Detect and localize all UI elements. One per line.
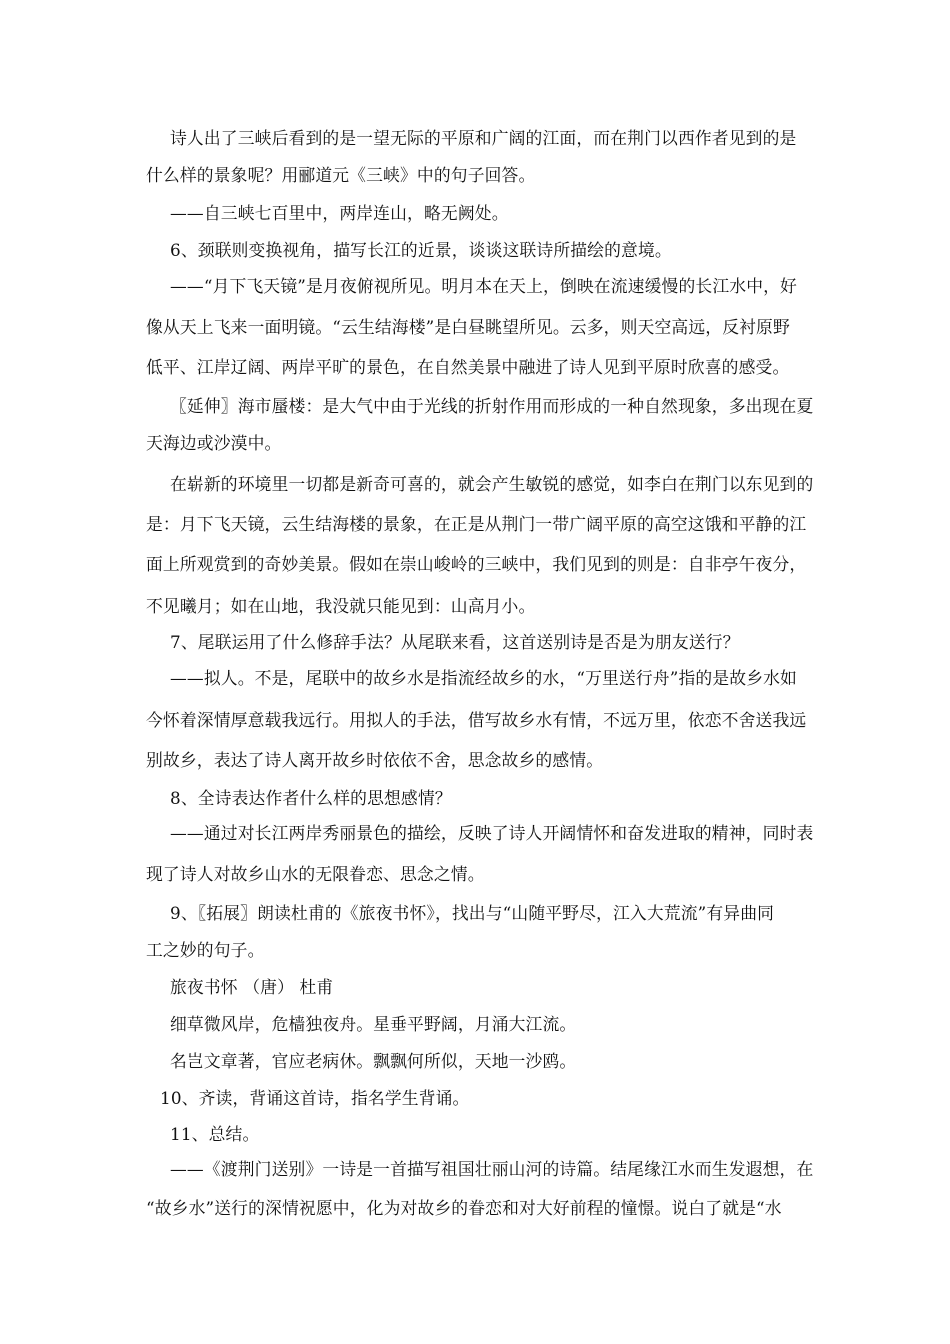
poem-title: 旅夜书怀 （唐） 杜甫 [170, 977, 334, 997]
text-line: ——通过对长江两岸秀丽景色的描绘，反映了诗人开阔情怀和奋发进取的精神，同时表 [170, 823, 814, 843]
text-line: ——《渡荆门送别》一诗是一首描写祖国壮丽山河的诗篇。结尾缘江水而生发遐想，在 [170, 1159, 814, 1179]
text-line: 工之妙的句子。 [146, 940, 265, 960]
question-line: 10、齐读，背诵这首诗，指名学生背诵。 [160, 1088, 470, 1108]
text-line: 天海边或沙漠中。 [146, 433, 282, 453]
text-line: ——自三峡七百里中，两岸连山，略无阙处。 [170, 203, 509, 223]
question-line: 7、尾联运用了什么修辞手法？从尾联来看，这首送别诗是否是为朋友送行？ [170, 632, 740, 652]
text-line: ——“月下飞天镜”是月夜俯视所见。明月本在天上，倒映在流速缓慢的长江水中，好 [170, 276, 797, 296]
question-line: 11、总结。 [170, 1124, 260, 1144]
question-line: 6、颈联则变换视角，描写长江的近景，谈谈这联诗所描绘的意境。 [170, 240, 672, 260]
question-line: 9、〖拓展〗朗读杜甫的《旅夜书怀》，找出与“山随平野尽，江入大荒流”有异曲同 [170, 903, 775, 923]
text-line: 什么样的景象呢？用郦道元《三峡》中的句子回答。 [146, 165, 536, 185]
text-line: “故乡水”送行的深情祝愿中，化为对故乡的眷恋和对大好前程的憧憬。说白了就是“水 [146, 1198, 782, 1218]
text-line: 面上所观赏到的奇妙美景。假如在崇山峻岭的三峡中，我们见到的则是：自非亭午夜分， [146, 554, 807, 574]
text-line: 现了诗人对故乡山水的无限眷恋、思念之情。 [146, 864, 485, 884]
text-line: 不见曦月；如在山地，我没就只能见到：山高月小。 [146, 596, 536, 616]
text-line: 在崭新的环境里一切都是新奇可喜的，就会产生敏锐的感觉，如李白在荆门以东见到的 [170, 474, 814, 494]
text-line: 像从天上飞来一面明镜。“云生结海楼”是白昼眺望所见。云多，则天空高远，反衬原野 [146, 317, 790, 337]
poem-line: 名岂文章著，官应老病休。飘飘何所似，天地一沙鸥。 [170, 1051, 577, 1071]
text-line: ——拟人。不是，尾联中的故乡水是指流经故乡的水，“万里送行舟”指的是故乡水如 [170, 668, 797, 688]
text-line: 今怀着深情厚意载我远行。用拟人的手法，借写故乡水有情，不远万里，依恋不舍送我远 [146, 710, 807, 730]
text-line: 是：月下飞天镜，云生结海楼的景象，在正是从荆门一带广阔平原的高空这饿和平静的江 [146, 514, 807, 534]
poem-line: 细草微风岸，危樯独夜舟。星垂平野阔，月涌大江流。 [170, 1014, 577, 1034]
text-line: 低平、江岸辽阔、两岸平旷的景色，在自然美景中融进了诗人见到平原时欣喜的感受。 [146, 357, 790, 377]
text-line: 〖延伸〗海市蜃楼：是大气中由于光线的折射作用而形成的一种自然现象，多出现在夏 [170, 396, 814, 416]
question-line: 8、全诗表达作者什么样的思想感情？ [170, 788, 452, 808]
text-line: 诗人出了三峡后看到的是一望无际的平原和广阔的江面，而在荆门以西作者见到的是 [170, 128, 797, 148]
text-line: 别故乡，表达了诗人离开故乡时依依不舍，思念故乡的感情。 [146, 750, 604, 770]
